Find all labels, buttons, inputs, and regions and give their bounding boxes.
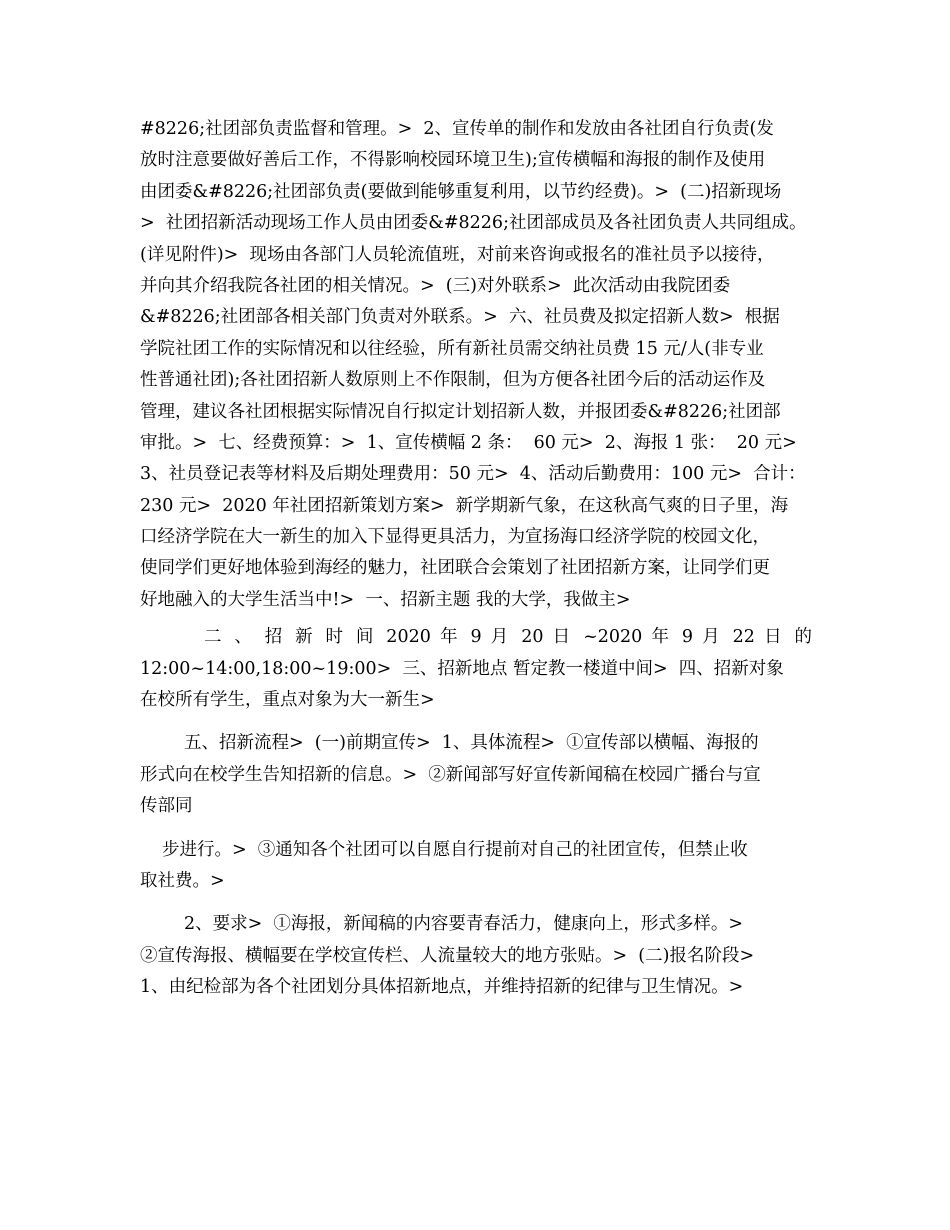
text-line: ②宣传海报、横幅要在学校宣传栏、人流量较大的地方张贴。> (二)报名阶段> — [140, 945, 755, 966]
text-line: (详见附件)> 现场由各部门人员轮流值班，对前来咨询或报名的准社员予以接待， — [140, 244, 775, 265]
text-line: 步进行。> ③通知各个社团可以自愿自行提前对自己的社团宣传，但禁止收 — [162, 839, 748, 860]
text-line: &#8226;社团部各相关部门负责对外联系。> 六、社员费及拟定招新人数> 根据 — [140, 307, 780, 328]
text-line: #8226;社团部负责监督和管理。> 2、宣传单的制作和发放由各社团自行负责(发 — [140, 119, 774, 139]
text-line: 在校所有学生，重点对象为大一新生> — [140, 690, 435, 711]
text-line: 1、由纪检部为各个社团划分具体招新地点，并维持招新的纪律与卫生情况。> — [140, 977, 744, 998]
document-body — [140, 114, 812, 1004]
text-line: > 社团招新活动现场工作人员由团委&#8226;社团部成员及各社团负责人共同组成。 — [140, 213, 807, 234]
text-line: 学院社团工作的实际情况和以往经验，所有新社员需交纳社员费 15 元/人(非专业 — [140, 338, 764, 359]
text-line: 2、要求> ①海报，新闻稿的内容要青春活力，健康向上，形式多样。> — [184, 914, 744, 935]
text-line: 口经济学院在大一新生的加入下显得更具活力，为宣扬海口经济学院的校园文化， — [140, 527, 770, 548]
text-line: 好地融入的大学生活当中!> 一、招新主题 我的大学，我做主> — [140, 589, 631, 610]
text-line: 使同学们更好地体验到海经的魅力，社团联合会策划了社团招新方案，让同学们更 — [140, 558, 770, 579]
text-line: 230 元> 2020 年社团招新策划方案> 新学期新气象，在这秋高气爽的日子里，海 — [140, 495, 789, 516]
text-line: 形式向在校学生告知招新的信息。> ②新闻部写好宣传新闻稿在校园广播台与宣 — [140, 764, 761, 785]
text-line: 审批。> 七、经费预算：> 1、宣传横幅 2 条： 60 元> 2、海报 1 张： 20 元> — [140, 432, 797, 453]
text-line: 3、社员登记表等材料及后期处理费用：50 元> 4、活动后勤费用：100 元> 合计： — [140, 464, 806, 485]
text-line-justified: 二 、 招 新 时 间 2020 年 9 月 20 日 ~2020 年 9 月 22 日 的 — [204, 627, 812, 648]
text-line: 传部同 — [140, 796, 193, 817]
text-line: 五、招新流程> (一)前期宣传> 1、具体流程> ①宣传部以横幅、海报的 — [184, 733, 759, 754]
text-line: 管理，建议各社团根据实际情况自行拟定计划招新人数，并报团委&#8226;社团部 — [140, 401, 781, 422]
text-line: 性普通社团);各社团招新人数原则上不作限制，但为方便各社团今后的活动运作及 — [140, 370, 766, 391]
text-line: 由团委&#8226;社团部负责(要做到能够重复利用，以节约经费)。> (二)招新现场 — [140, 181, 782, 202]
text-line: 并向其介绍我院各社团的相关情况。> (三)对外联系> 此次活动由我院团委 — [140, 275, 731, 296]
text-line: 取社费。> — [140, 870, 225, 891]
text-line: 放时注意要做好善后工作，不得影响校园环境卫生);宣传横幅和海报的制作及使用 — [140, 150, 766, 171]
text-line: 12:00~14:00,18:00~19:00> 三、招新地点 暂定教一楼道中间> 四、招新对象 — [140, 658, 784, 679]
